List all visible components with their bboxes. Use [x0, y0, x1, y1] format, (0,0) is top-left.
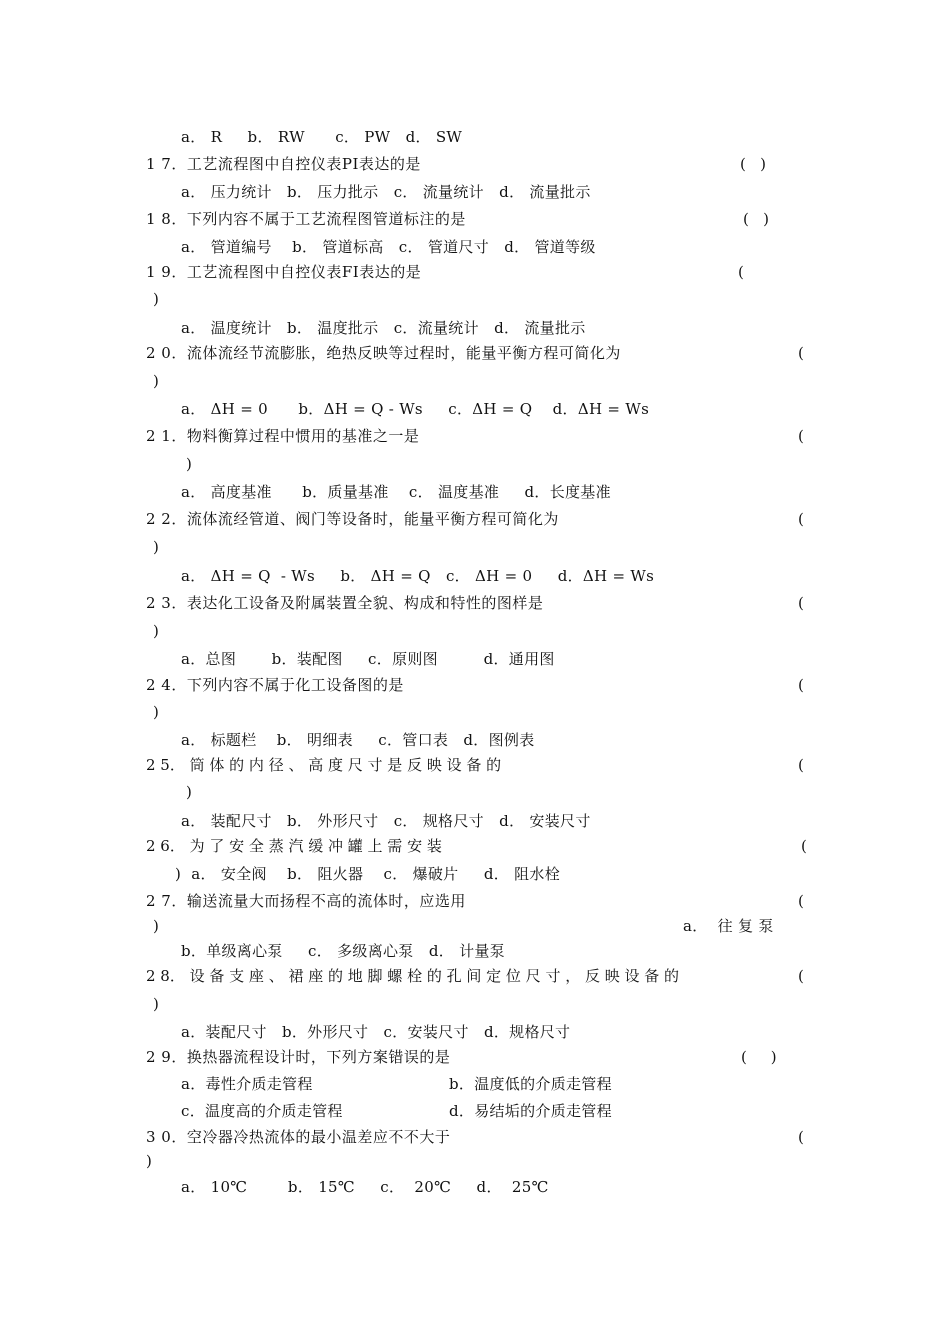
q29-option-a: a．毒性介质走管程	[181, 1075, 313, 1093]
q27-paren-close: )	[153, 917, 159, 935]
q28-options: a．装配尺寸 b．外形尺寸 c．安装尺寸 d．规格尺寸	[181, 1023, 571, 1041]
q21-text: 2 1．物料衡算过程中惯用的基准之一是	[146, 427, 420, 445]
q29-option-b: b．温度低的介质走管程	[449, 1075, 612, 1093]
q23-text: 2 3．表达化工设备及附属装置全貌、构成和特性的图样是	[146, 594, 544, 612]
q19-paren-close: )	[153, 290, 159, 308]
q24-paren-close: )	[153, 703, 159, 721]
q18-text: 1 8．下列内容不属于工艺流程图管道标注的是	[146, 210, 466, 228]
q17-options: a． 压力统计 b． 压力批示 c． 流量统计 d． 流量批示	[181, 183, 591, 201]
q25-paren-open: (	[798, 756, 804, 774]
q28-text: 2 8． 设 备 支 座 、 裙 座 的 地 脚 螺 栓 的 孔 间 定 位 尺 寸 ， 反 映 设 备 的	[146, 967, 680, 985]
q26-paren-open: (	[801, 837, 807, 855]
q16-options: a． R b． RW c． PW d． SW	[181, 128, 463, 146]
q21-paren-close: )	[186, 455, 192, 473]
q27-options-bcd: b．单级离心泵 c． 多级离心泵 d． 计量泵	[181, 942, 505, 960]
q26-options: ) a． 安全阀 b． 阻火器 c． 爆破片 d． 阻水栓	[175, 865, 560, 883]
q25-text: 2 5． 筒 体 的 内 径 、 高 度 尺 寸 是 反 映 设 备 的	[146, 756, 502, 774]
q17-text: 1 7．工艺流程图中自控仪表PI表达的是	[146, 155, 421, 173]
q29-option-d: d．易结垢的介质走管程	[449, 1102, 612, 1120]
q30-paren-open: (	[798, 1128, 804, 1146]
q18-options: a． 管道编号 b． 管道标高 c． 管道尺寸 d． 管道等级	[181, 238, 596, 256]
q22-paren-close: )	[153, 538, 159, 556]
q19-paren-open: (	[738, 263, 744, 281]
q22-options: a． ΔH = Q - Ws b． ΔH = Q c． ΔH = 0 d．ΔH = Ws	[181, 567, 655, 585]
q30-text: 3 0．空冷器冷热流体的最小温差应不不大于	[146, 1128, 451, 1146]
q30-paren-close: )	[146, 1152, 152, 1170]
q26-text: 2 6． 为 了 安 全 蒸 汽 缓 冲 罐 上 需 安 装	[146, 837, 442, 855]
q20-paren-close: )	[153, 372, 159, 390]
q19-text: 1 9．工艺流程图中自控仪表FI表达的是	[146, 263, 422, 281]
q18-answer-paren: ( )	[743, 210, 770, 228]
q27-option-a: a． 往 复 泵	[683, 917, 774, 935]
q29-text: 2 9．换热器流程设计时，下列方案错误的是	[146, 1048, 451, 1066]
q22-paren-open: (	[798, 510, 804, 528]
q20-text: 2 0．流体流经节流膨胀，绝热反映等过程时，能量平衡方程可简化为	[146, 344, 621, 362]
q24-paren-open: (	[798, 676, 804, 694]
q24-text: 2 4．下列内容不属于化工设备图的是	[146, 676, 404, 694]
q22-text: 2 2．流体流经管道、阀门等设备时，能量平衡方程可简化为	[146, 510, 559, 528]
q20-options: a． ΔH = 0 b．ΔH = Q - Ws c．ΔH = Q d．ΔH = Ws	[181, 400, 650, 418]
q23-options: a．总图 b．装配图 c．原则图 d．通用图	[181, 650, 555, 668]
q27-paren-open: (	[798, 892, 804, 910]
q28-paren-close: )	[153, 995, 159, 1013]
q25-options: a． 装配尺寸 b． 外形尺寸 c． 规格尺寸 d． 安装尺寸	[181, 812, 591, 830]
q28-paren-open: (	[798, 967, 804, 985]
q20-paren-open: (	[798, 344, 804, 362]
q29-option-c: c．温度高的介质走管程	[181, 1102, 343, 1120]
q27-text: 2 7．输送流量大而扬程不高的流体时，应选用	[146, 892, 466, 910]
q25-paren-close: )	[186, 783, 192, 801]
q17-answer-paren: ( )	[740, 155, 767, 173]
q23-paren-close: )	[153, 622, 159, 640]
q24-options: a． 标题栏 b． 明细表 c．管口表 d．图例表	[181, 731, 535, 749]
q19-options: a． 温度统计 b． 温度批示 c．流量统计 d． 流量批示	[181, 319, 586, 337]
q23-paren-open: (	[798, 594, 804, 612]
q29-answer-paren: ( )	[741, 1048, 777, 1066]
q21-options: a． 高度基准 b．质量基准 c． 温度基准 d．长度基准	[181, 483, 611, 501]
q21-paren-open: (	[798, 427, 804, 445]
q30-options: a． 10℃ b． 15℃ c． 20℃ d． 25℃	[181, 1178, 549, 1196]
